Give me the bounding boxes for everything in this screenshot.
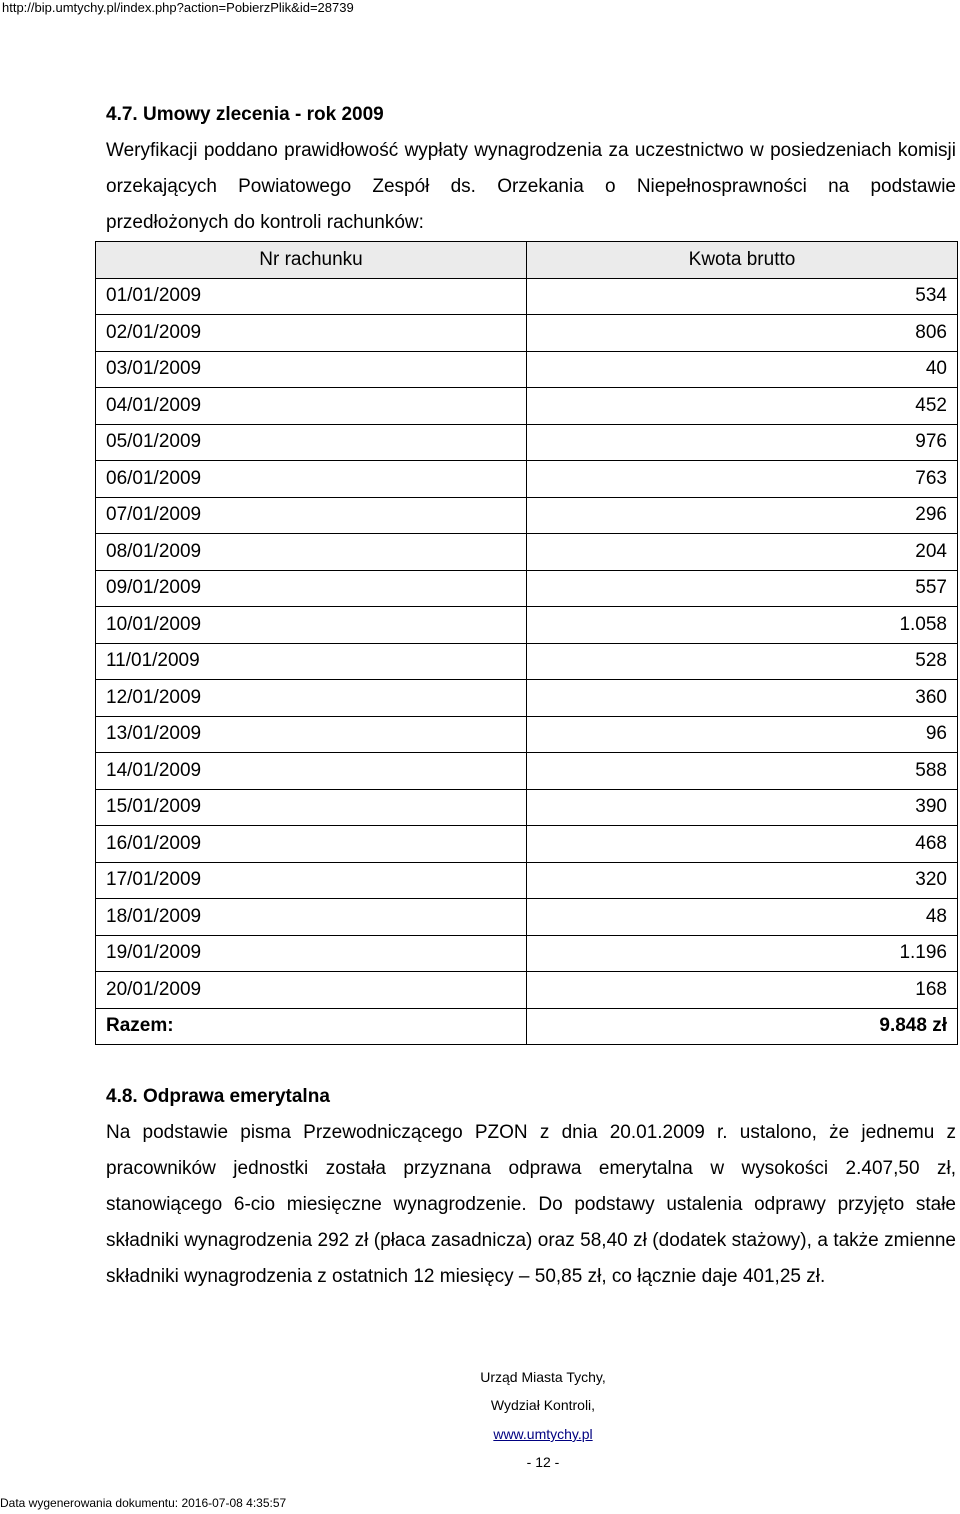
invoice-number: 06/01/2009 xyxy=(96,461,527,498)
gross-amount: 528 xyxy=(527,643,958,680)
gross-amount: 452 xyxy=(527,388,958,425)
total-value: 9.848 zł xyxy=(527,1008,958,1045)
table-row xyxy=(96,680,958,717)
table-row xyxy=(96,862,958,899)
section-paragraph: Weryfikacji poddano prawidłowość wypłaty wynagrodzenia za uczestnictwo w posiedzeniach komisji orzekających Powiatowego Zespół ds. Orzekania o Niepełnosprawności na podstawie przedłożonych do kontroli rachunków: xyxy=(106,140,956,233)
invoice-number: 17/01/2009 xyxy=(96,862,527,899)
gross-amount: 204 xyxy=(527,534,958,571)
gross-amount: 588 xyxy=(527,753,958,790)
table-row xyxy=(96,461,958,498)
gross-amount: 360 xyxy=(527,680,958,717)
table-row xyxy=(96,826,958,863)
gross-amount: 1.196 xyxy=(527,935,958,972)
invoice-table xyxy=(95,241,958,1045)
invoice-number: 18/01/2009 xyxy=(96,899,527,936)
section-heading: 4.8. Odprawa emerytalna xyxy=(106,1086,330,1107)
table-row xyxy=(96,534,958,571)
invoice-number: 16/01/2009 xyxy=(96,826,527,863)
table-row xyxy=(96,497,958,534)
invoice-number: 12/01/2009 xyxy=(96,680,527,717)
invoice-number: 09/01/2009 xyxy=(96,570,527,607)
invoice-number: 15/01/2009 xyxy=(96,789,527,826)
section-4-7 xyxy=(106,97,956,241)
page-number: - 12 - xyxy=(526,1454,560,1470)
generation-date: Data wygenerowania dokumentu: 2016-07-08 4:35:57 xyxy=(0,1496,287,1510)
table-row xyxy=(96,607,958,644)
gross-amount: 390 xyxy=(527,789,958,826)
footer-website-link[interactable]: www.umtychy.pl xyxy=(493,1426,593,1442)
source-url: http://bip.umtychy.pl/index.php?action=PobierzPlik&id=28739 xyxy=(2,0,354,15)
table-row xyxy=(96,351,958,388)
invoice-number: 03/01/2009 xyxy=(96,351,527,388)
section-paragraph: Na podstawie pisma Przewodniczącego PZON z dnia 20.01.2009 r. ustalono, że jednemu z pracowników jednostki została przyznana odprawa emerytalna w wysokości 2.407,50 zł, stanowiącego 6-cio miesięczne wynagrodzenie. Do podstawy ustalenia odprawy przyjęto stałe składniki wynagrodzenia 292 zł (płaca zasadnicza) oraz 58,40 zł (dodatek stażowy), a także zmienne składniki wynagrodzenia z ostatnich 12 miesięcy – 50,85 zł, co łącznie daje 401,25 zł. xyxy=(106,1122,956,1287)
gross-amount: 763 xyxy=(527,461,958,498)
footer-org: Urząd Miasta Tychy, xyxy=(480,1369,606,1385)
invoice-number: 07/01/2009 xyxy=(96,497,527,534)
gross-amount: 168 xyxy=(527,972,958,1009)
gross-amount: 468 xyxy=(527,826,958,863)
table-row xyxy=(96,935,958,972)
invoice-number: 05/01/2009 xyxy=(96,424,527,461)
column-header-amount: Kwota brutto xyxy=(527,242,958,279)
gross-amount: 96 xyxy=(527,716,958,753)
gross-amount: 976 xyxy=(527,424,958,461)
section-heading: 4.7. Umowy zlecenia - rok 2009 xyxy=(106,104,384,125)
invoice-number: 02/01/2009 xyxy=(96,315,527,352)
gross-amount: 296 xyxy=(527,497,958,534)
table-row xyxy=(96,424,958,461)
invoice-number: 11/01/2009 xyxy=(96,643,527,680)
table-row xyxy=(96,643,958,680)
invoice-number: 04/01/2009 xyxy=(96,388,527,425)
invoice-number: 13/01/2009 xyxy=(96,716,527,753)
table-row xyxy=(96,789,958,826)
gross-amount: 320 xyxy=(527,862,958,899)
gross-amount: 1.058 xyxy=(527,607,958,644)
invoice-number: 19/01/2009 xyxy=(96,935,527,972)
gross-amount: 534 xyxy=(527,278,958,315)
column-header-nr: Nr rachunku xyxy=(96,242,527,279)
total-label: Razem: xyxy=(96,1008,527,1045)
table-row xyxy=(96,570,958,607)
table-row xyxy=(96,753,958,790)
table-row xyxy=(96,388,958,425)
table-header-row xyxy=(96,242,958,279)
table-total-row xyxy=(96,1008,958,1045)
table-row xyxy=(96,972,958,1009)
invoice-number: 14/01/2009 xyxy=(96,753,527,790)
footer-dept: Wydział Kontroli, xyxy=(490,1397,596,1413)
invoice-number: 08/01/2009 xyxy=(96,534,527,571)
table-row xyxy=(96,278,958,315)
gross-amount: 557 xyxy=(527,570,958,607)
table-row xyxy=(96,899,958,936)
invoice-number: 20/01/2009 xyxy=(96,972,527,1009)
table-row xyxy=(96,315,958,352)
invoice-number: 10/01/2009 xyxy=(96,607,527,644)
invoice-number: 01/01/2009 xyxy=(96,278,527,315)
section-4-8 xyxy=(106,1079,956,1295)
gross-amount: 40 xyxy=(527,351,958,388)
gross-amount: 48 xyxy=(527,899,958,936)
table-row xyxy=(96,716,958,753)
gross-amount: 806 xyxy=(527,315,958,352)
